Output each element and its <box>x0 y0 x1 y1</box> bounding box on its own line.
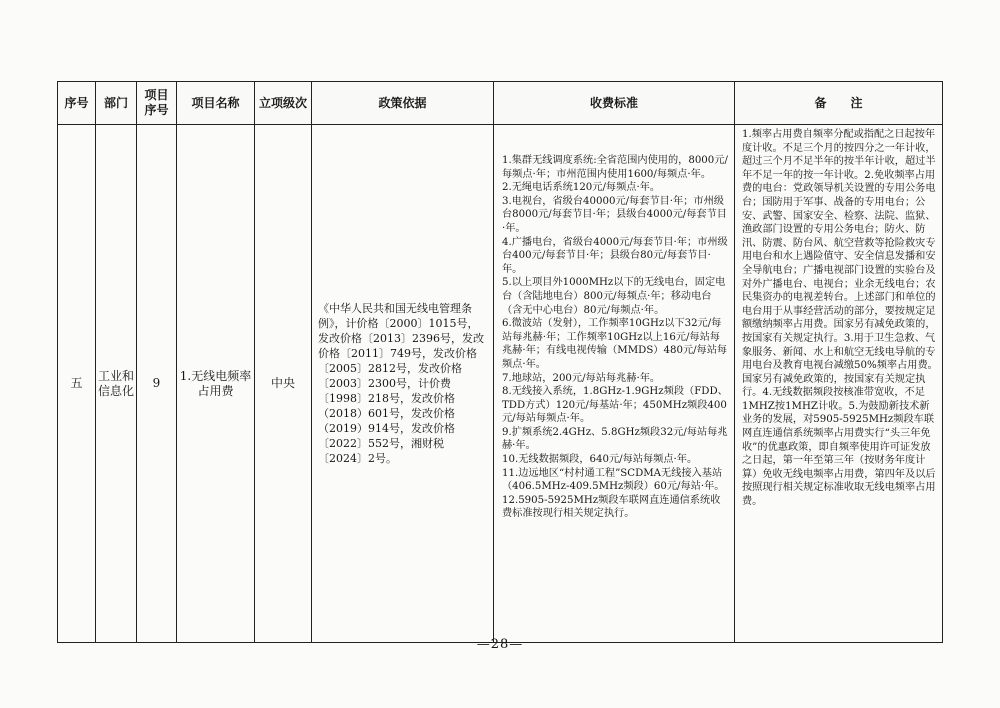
header-row <box>58 82 943 125</box>
table-row <box>58 125 943 643</box>
cell-index: 五 <box>58 125 96 643</box>
cell-policy-basis: 《中华人民共和国无线电管理条例》，计价格〔2000〕1015号，发改价格〔2013〕2396号，发改价格〔2011〕749号，发改价格〔2005〕2812号，发改价格〔2003〕2300号，计价费〔1998〕218号，发改价格（2018）601号，发改价格（2019）914号，发改价格〔2022〕552号，湘财税〔2024〕2号。 <box>312 125 494 643</box>
cell-remarks: 1.频率占用费自频率分配或指配之日起按年度计收。不足三个月的按四分之一年计收，超过三个月不足半年的按半年计收，超过半年不足一年的按一年计收。2.免收频率占用费的电台：党政领导机关设置的专用公务电台；国防用于军事、战备的专用电台；公安、武警、国家安全、检察、法院、监狱、渔政部门设置的专用公务电台；防火、防汛、防震、防台风、航空营救等抢险救灾专用电台和水上遇险值守、安全信息发播和安全导航电台；广播电视部门设置的实验台及对外广播电台、电视台；业余无线电台；农民集资办的电视差转台。上述部门和单位的电台用于从事经营活动的部分，要按规定足额缴纳频率占用费。国家另有减免政策的，按国家有关规定执行。3.用于卫生急救、气象服务、新闻、水上和航空无线电导航的专用电台及教育电视台减缴50%频率占用费。国家另有减免政策的，按国家有关规定执行。4.无线数据频段按核准带宽收，不足1MHZ按1MHZ计收。5.为鼓励新技术新业务的发展，对5905-5925MHz频段车联网直连通信系统频率占用费实行“头三年免收”的优惠政策，即自频率使用许可证发放之日起，第一年至第三年（按财务年度计算）免收无线电频率占用费，第四年及以后按照现行相关规定标准收取无线电频率占用费。 <box>735 125 943 643</box>
header-department: 部门 <box>96 82 137 125</box>
header-policy-basis: 政策依据 <box>312 82 494 125</box>
fee-standard-item: 9.扩频系统2.4GHz、5.8GHz频段32元/每站每兆赫·年。 <box>502 426 728 452</box>
fee-table <box>57 81 943 643</box>
header-remarks: 备 注 <box>735 82 943 125</box>
fee-standard-item: 2.无绳电话系统120元/每频点·年。 <box>502 182 661 194</box>
header-approval-level: 立项级次 <box>255 82 312 125</box>
cell-approval-level: 中央 <box>255 125 312 643</box>
cell-fee-standard <box>494 125 735 643</box>
fee-standard-item: 3.电视台，省级台40000元/每套节目·年；市州级台8000元/每套节目·年；县级台4000元/每套节目·年。 <box>502 195 727 234</box>
cell-item-name: 1.无线电频率占用费 <box>177 125 255 643</box>
fee-standard-item: 11.边远地区“村村通工程”SCDMA无线接入基站（406.5MHz-409.5MHz频段）60元/每站·年。 <box>502 467 725 493</box>
fee-standard-item: 1.集群无线调度系统:全省范围内使用的，8000元/每频点·年；市州范围内使用1600/每频点·年。 <box>502 155 728 180</box>
fee-standard-item: 6.微波站（发射），工作频率10GHz以下32元/每站每兆赫·年；工作频率10GHz以上16元/每站每兆赫·年；有线电视传输（MMDS）480元/每站每频点·年。 <box>502 318 728 370</box>
cell-department: 工业和信息化 <box>96 125 137 643</box>
fee-standard-item: 8.无线接入系统，1.8GHz-1.9GHz频段（FDD、TDD方式）120元/每基站·年；450MHz频段400元/每站每频点·年。 <box>502 386 728 425</box>
fee-standard-item: 5.以上项目外1000MHz以下的无线电台，固定电台（含陆地电台）800元/每频点·年；移动电台（含无中心电台）80元/每频点·年。 <box>502 277 726 316</box>
header-item-index: 项目序号 <box>137 82 177 125</box>
header-item-name: 项目名称 <box>177 82 255 125</box>
fee-standard-item: 12.5905-5925MHz频段车联网直连通信系统收费标准按现行相关规定执行。 <box>502 494 721 520</box>
cell-item-index: 9 <box>137 125 177 643</box>
header-index: 序号 <box>58 82 96 125</box>
fee-standard-item: 7.地球站，200元/每站每兆赫·年。 <box>502 372 661 384</box>
fee-standard-item: 4.广播电台，省级台4000元/每套节目·年；市州级台400元/每套节目·年；县级台80元/每套节目·年。 <box>502 236 728 275</box>
fee-standard-item: 10.无线数据频段，640元/每站每频点·年。 <box>502 454 698 466</box>
page-number: —28— <box>476 637 524 652</box>
header-fee-standard: 收费标准 <box>494 82 735 125</box>
